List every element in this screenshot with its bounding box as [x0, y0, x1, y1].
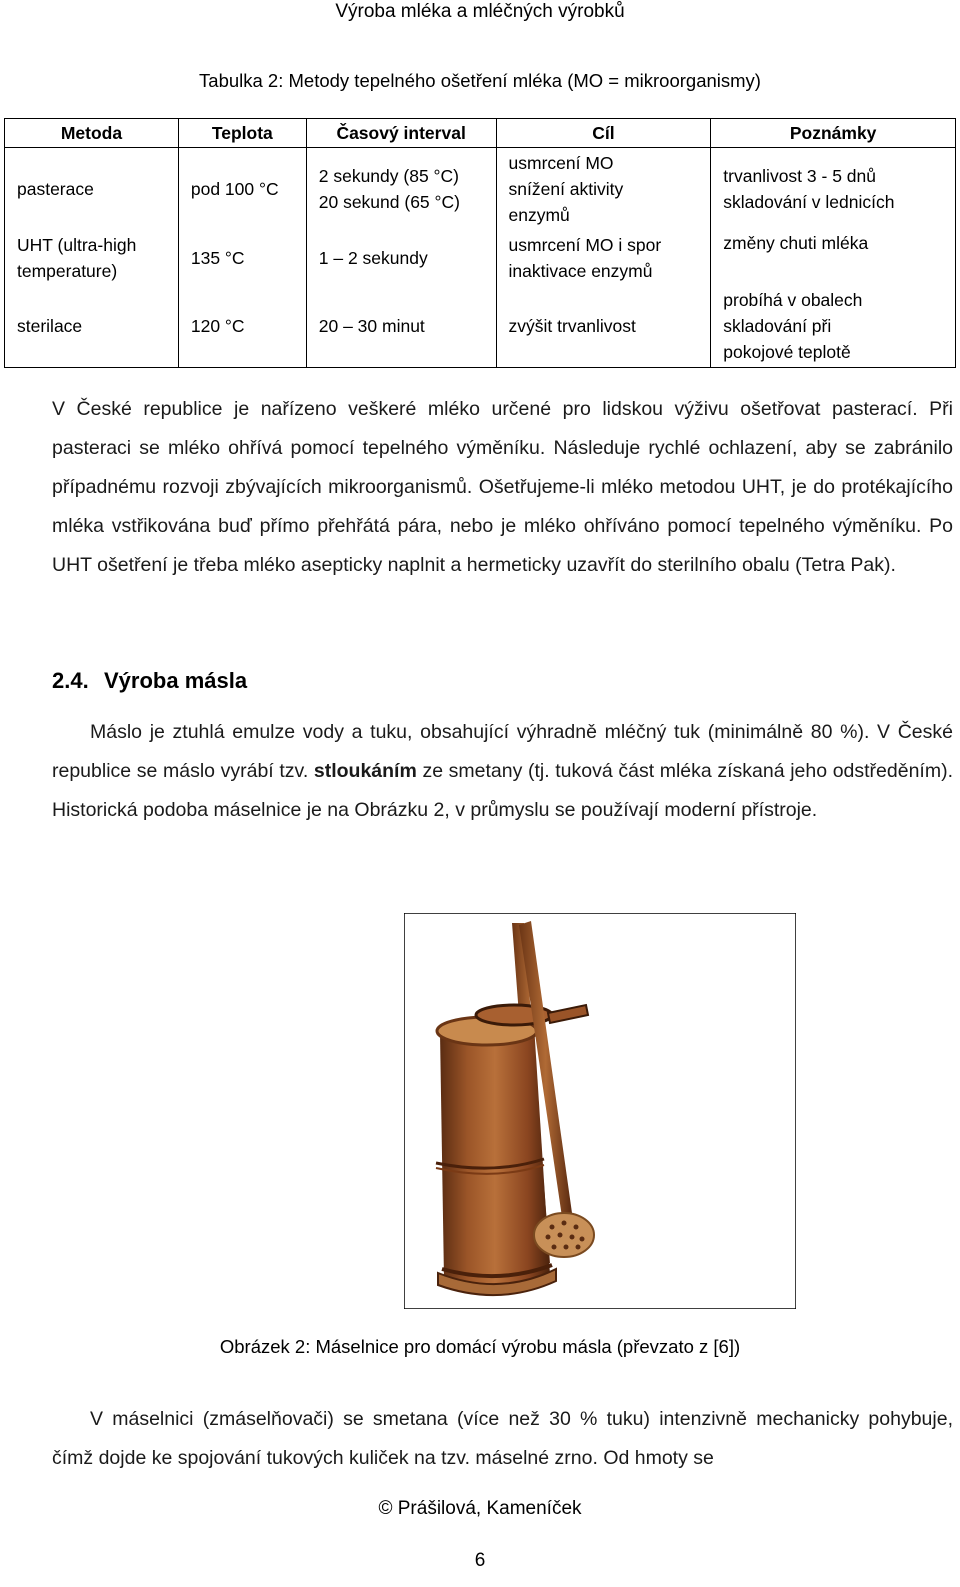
table-caption: Tabulka 2: Metody tepelného ošetření mléka (MO = mikroorganismy)	[199, 70, 761, 91]
cell-interval	[306, 230, 496, 286]
cell-cil	[496, 286, 711, 368]
table-header-row	[5, 119, 956, 148]
cell-interval	[306, 148, 496, 230]
cell-poznamky	[711, 148, 956, 230]
cell-line: 135 °C	[190, 247, 245, 268]
table-row	[5, 148, 956, 230]
cell-line: inaktivace enzymů	[508, 260, 653, 281]
section-heading	[52, 666, 247, 696]
cell-line: temperature)	[17, 260, 118, 281]
cell-line: pod 100 °C	[190, 178, 279, 199]
cell-line: 1 – 2 sekundy	[318, 247, 428, 268]
header-poznamky: Poznámky	[711, 119, 956, 148]
cell-metoda	[5, 286, 179, 368]
cell-teplota	[178, 230, 306, 286]
header-teplota: Teplota	[178, 119, 306, 148]
table-row	[5, 230, 956, 286]
cell-line: trvanlivost 3 - 5 dnů	[723, 165, 876, 186]
cell-line: 2 sekundy (85 °C)	[318, 165, 460, 186]
butter-churn-image	[404, 913, 796, 1309]
paragraph-butter-bold: stloukáním	[313, 760, 417, 782]
paragraph-butter-part: ze smetany (tj. tuková část mléka získaná jeho odstředěním). Historická podoba máselnice je na Obrázku 2, v průmyslu se používají moderní přístroje.	[52, 760, 953, 821]
cell-cil	[496, 148, 711, 230]
header-cil: Cíl	[496, 119, 711, 148]
figure-caption: Obrázek 2: Máselnice pro domácí výrobu másla (převzato z [6])	[219, 1336, 741, 1357]
section-number: 2.4.	[52, 668, 89, 693]
paragraph-pasteurization: V České republice je nařízeno veškeré mléko určené pro lidskou výživu ošetřovat pasterací. Při pasteraci se mléko ohřívá pomocí tepelného výměníku. Následuje rychlé ochlazení, aby se zabránilo případnému rozvoji zbývajících mikroorganismů. Ošetřujeme-li mléko metodou UHT, je do protékajícího mléka vstřikována buď přímo přehřátá pára, nebo je mléko ohříváno pomocí tepelného výměníku. Po UHT ošetření je třeba mléko asepticky naplnit a hermeticky uzavřít do sterilního obalu (Tetra Pak).	[52, 398, 953, 576]
paragraph-churn: V máselnici (zmáselňovači) se smetana (více než 30 % tuku) intenzivně mechanicky pohybuje, čímž dojde ke spojování tukových kuliček na tzv. máselné zrno. Od hmoty se	[52, 1408, 953, 1469]
cell-teplota	[178, 148, 306, 230]
header-metoda: Metoda	[5, 119, 179, 148]
cell-teplota	[178, 286, 306, 368]
table-row	[5, 286, 956, 368]
cell-line: zvýšit trvanlivost	[508, 316, 636, 337]
cell-line: 20 sekund (65 °C)	[318, 191, 460, 212]
cell-interval	[306, 286, 496, 368]
cell-line: usmrcení MO	[508, 152, 614, 173]
cell-line: usmrcení MO i spor	[508, 234, 662, 255]
cell-line: sterilace	[17, 316, 83, 337]
footer-authors: © Prášilová, Kameníček	[378, 1498, 582, 1519]
page-number: 6	[474, 1550, 486, 1571]
cell-line: pasterace	[17, 178, 94, 199]
header-interval: Časový interval	[306, 119, 496, 148]
paragraph-butter	[52, 713, 953, 830]
heat-treatment-table	[4, 118, 956, 368]
cell-line: 120 °C	[190, 316, 245, 337]
cell-metoda	[5, 230, 179, 286]
cell-line: snížení aktivity	[508, 178, 624, 199]
cell-line: probíhá v obalech	[723, 290, 863, 311]
cell-line: 20 – 30 minut	[318, 316, 425, 337]
cell-poznamky	[711, 286, 956, 368]
page-header: Výroba mléka a mléčných výrobků	[335, 1, 625, 22]
cell-line: pokojové teplotě	[723, 342, 851, 363]
cell-line: skladování při	[723, 316, 832, 337]
cell-poznamky	[711, 230, 956, 286]
section-title: Výroba másla	[104, 668, 248, 693]
cell-cil	[496, 230, 711, 286]
cell-metoda	[5, 148, 179, 230]
cell-line: skladování v lednicích	[723, 191, 895, 212]
paragraph-butter-part: Máslo je ztuhlá emulze vody a tuku, obsahující výhradně mléčný tuk (minimálně 80 %). V České republice se máslo vyrábí tzv.	[52, 721, 953, 782]
cell-line: enzymů	[508, 204, 570, 225]
cell-line: UHT (ultra-high	[17, 234, 137, 255]
cell-line: změny chuti mléka	[723, 232, 869, 253]
